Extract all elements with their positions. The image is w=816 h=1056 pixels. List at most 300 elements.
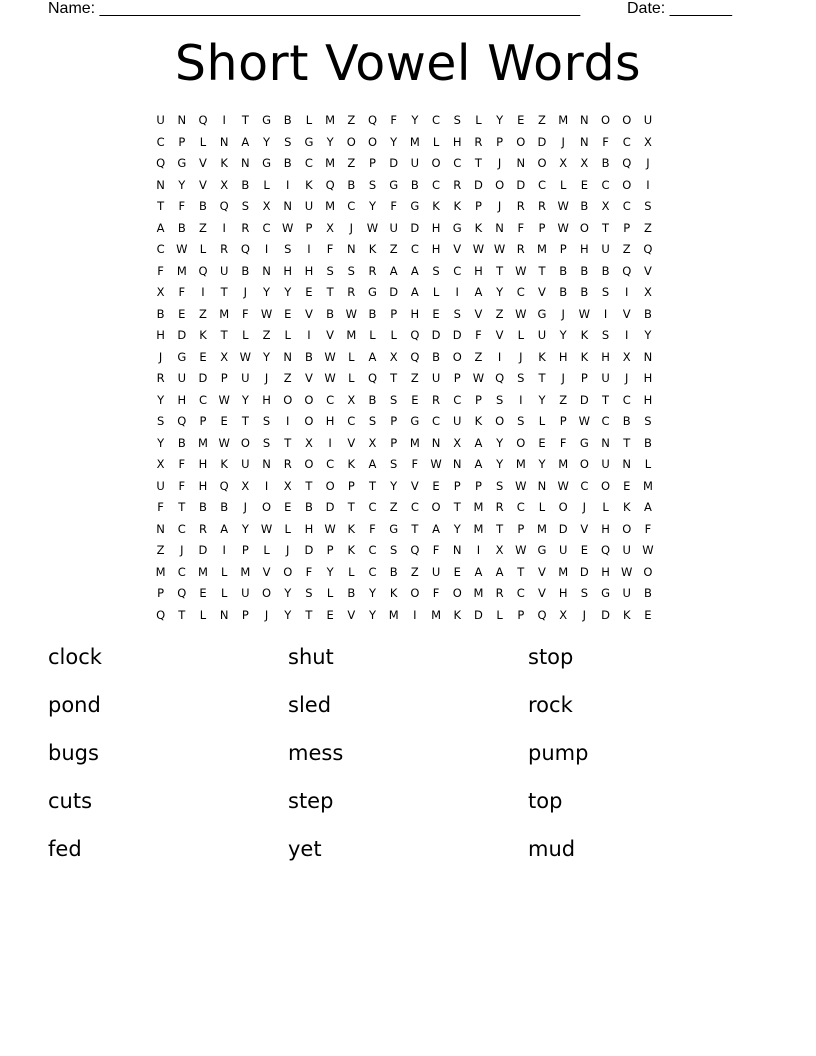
grid-letter: L: [220, 586, 228, 600]
grid-letter: X: [220, 177, 229, 192]
grid-letter: T: [390, 371, 398, 385]
grid-letter: B: [601, 156, 610, 170]
word-bank-item: mess: [288, 741, 344, 765]
grid-letter: R: [156, 371, 165, 385]
grid-letter: S: [432, 263, 440, 278]
grid-letter: O: [579, 457, 589, 471]
grid-letter: L: [475, 113, 482, 127]
word-bank-item: clock: [48, 645, 102, 669]
grid-letter: Q: [410, 543, 420, 557]
grid-letter: H: [558, 349, 568, 364]
grid-letter: I: [476, 543, 481, 557]
grid-letter: W: [260, 521, 273, 536]
grid-letter: P: [453, 478, 461, 493]
grid-letter: J: [349, 220, 353, 235]
grid-letter: S: [601, 328, 610, 342]
grid-letter: N: [262, 263, 271, 278]
grid-letter: Q: [240, 242, 250, 256]
grid-letter: B: [643, 435, 652, 450]
grid-letter: C: [368, 564, 377, 579]
grid-letter: Y: [284, 285, 292, 299]
grid-letter: L: [369, 328, 376, 342]
grid-letter: G: [410, 199, 420, 213]
grid-letter: F: [305, 564, 313, 579]
grid-letter: I: [519, 392, 523, 407]
grid-letter: B: [347, 586, 356, 600]
grid-letter: B: [177, 220, 186, 235]
grid-letter: M: [388, 607, 399, 622]
grid-letter: J: [561, 371, 565, 385]
grid-letter: Q: [367, 113, 377, 127]
grid-letter: A: [156, 220, 165, 235]
grid-letter: M: [325, 113, 336, 127]
grid-letter: C: [580, 478, 589, 493]
grid-letter: V: [538, 285, 546, 299]
grid-letter: T: [326, 285, 334, 299]
grid-letter: F: [559, 435, 567, 450]
grid-letter: S: [390, 543, 398, 557]
grid-letter: T: [453, 500, 461, 514]
grid-letter: O: [304, 392, 314, 407]
grid-letter: O: [431, 156, 441, 170]
grid-letter: K: [432, 199, 440, 213]
grid-letter: U: [643, 113, 653, 127]
grid-letter: P: [220, 371, 228, 385]
grid-letter: L: [644, 457, 652, 471]
grid-letter: T: [538, 263, 546, 278]
grid-letter: Y: [157, 392, 165, 407]
grid-letter: V: [199, 156, 207, 170]
grid-letter: F: [602, 134, 609, 149]
grid-letter: Y: [241, 392, 249, 407]
grid-letter: B: [432, 349, 440, 364]
grid-letter: K: [474, 220, 483, 235]
grid-letter: I: [328, 435, 332, 450]
grid-letter: D: [431, 328, 441, 342]
grid-letter: Y: [326, 134, 334, 149]
grid-letter: B: [368, 306, 377, 321]
grid-letter: V: [410, 478, 419, 493]
grid-letter: B: [559, 285, 568, 299]
grid-letter: O: [579, 220, 589, 235]
grid-letter: J: [582, 500, 587, 514]
grid-letter: L: [220, 564, 228, 579]
grid-letter: V: [347, 435, 356, 450]
grid-letter: B: [283, 156, 292, 170]
grid-letter: Q: [537, 607, 547, 622]
grid-letter: B: [389, 564, 398, 579]
grid-letter: J: [264, 371, 269, 385]
grid-letter: T: [178, 500, 186, 514]
grid-letter: M: [409, 134, 420, 149]
grid-row: [150, 218, 659, 240]
grid-letter: P: [559, 414, 567, 428]
grid-letter: Y: [496, 457, 504, 471]
grid-letter: V: [643, 263, 652, 278]
grid-row: [150, 347, 659, 369]
grid-letter: O: [325, 478, 335, 493]
grid-letter: P: [517, 521, 525, 536]
grid-letter: C: [156, 242, 165, 256]
grid-letter: Z: [283, 371, 292, 385]
grid-letter: V: [474, 306, 483, 321]
grid-letter: Z: [410, 564, 419, 579]
grid-letter: B: [580, 199, 589, 213]
grid-letter: H: [580, 242, 589, 256]
grid-letter: T: [305, 607, 313, 622]
grid-letter: C: [347, 414, 356, 428]
grid-letter: R: [474, 134, 483, 149]
grid-letter: Z: [262, 328, 271, 342]
grid-letter: G: [537, 306, 547, 321]
grid-letter: M: [537, 521, 547, 536]
grid-letter: W: [578, 306, 591, 321]
grid-letter: V: [347, 607, 356, 622]
grid-letter: W: [430, 457, 442, 471]
word-bank-item: shut: [288, 645, 334, 669]
grid-letter: T: [220, 285, 228, 299]
grid-letter: A: [474, 285, 483, 299]
grid-letter: Q: [198, 263, 208, 278]
grid-letter: F: [432, 543, 440, 557]
grid-letter: X: [347, 392, 356, 407]
grid-letter: T: [602, 392, 610, 407]
grid-letter: E: [432, 306, 440, 321]
grid-letter: O: [516, 134, 526, 149]
word-bank-item: cuts: [48, 789, 93, 813]
word-bank-item: step: [288, 789, 334, 813]
grid-letter: J: [646, 156, 650, 170]
grid-letter: I: [201, 285, 205, 299]
grid-letter: I: [222, 543, 226, 557]
grid-letter: C: [368, 543, 377, 557]
grid-letter: T: [347, 500, 355, 514]
grid-letter: J: [561, 134, 565, 149]
grid-letter: E: [538, 435, 546, 450]
grid-letter: Y: [496, 113, 504, 127]
grid-letter: L: [199, 242, 207, 256]
grid-letter: P: [241, 543, 249, 557]
grid-letter: X: [283, 478, 292, 493]
grid-letter: K: [538, 349, 546, 364]
grid-letter: Y: [644, 328, 652, 342]
grid-letter: B: [304, 349, 313, 364]
grid-letter: Z: [347, 156, 356, 170]
grid-letter: S: [241, 199, 249, 213]
grid-letter: W: [557, 199, 569, 213]
grid-letter: D: [558, 521, 568, 536]
grid-letter: L: [242, 328, 249, 342]
grid-row: [150, 605, 659, 627]
grid-letter: H: [643, 392, 653, 407]
grid-letter: C: [432, 113, 441, 127]
grid-letter: L: [348, 371, 355, 385]
grid-letter: Q: [367, 371, 377, 385]
grid-letter: H: [177, 392, 187, 407]
grid-letter: A: [389, 263, 398, 278]
grid-letter: U: [304, 199, 314, 213]
grid-letter: G: [262, 113, 271, 127]
grid-letter: C: [622, 392, 631, 407]
grid-letter: J: [158, 349, 163, 364]
grid-letter: T: [517, 564, 525, 579]
grid-letter: K: [347, 543, 356, 557]
grid-letter: X: [495, 543, 504, 557]
grid-letter: I: [264, 242, 269, 256]
grid-letter: O: [431, 500, 441, 514]
grid-letter: I: [286, 414, 290, 428]
grid-letter: D: [473, 177, 483, 192]
grid-letter: I: [222, 220, 226, 235]
grid-letter: H: [304, 263, 314, 278]
grid-row: [150, 390, 659, 412]
grid-letter: Z: [410, 371, 419, 385]
grid-letter: C: [304, 156, 313, 170]
grid-letter: U: [453, 414, 462, 428]
grid-letter: L: [263, 177, 270, 192]
grid-letter: P: [538, 220, 546, 235]
grid-letter: S: [347, 263, 355, 278]
grid-letter: E: [453, 564, 461, 579]
grid-letter: U: [431, 371, 441, 385]
grid-row: [150, 282, 659, 304]
grid-letter: Y: [284, 607, 292, 622]
grid-letter: D: [452, 328, 462, 342]
grid-letter: G: [389, 177, 399, 192]
grid-letter: Q: [156, 607, 166, 622]
grid-letter: S: [284, 242, 292, 256]
grid-letter: O: [262, 586, 272, 600]
grid-letter: X: [156, 457, 165, 471]
grid-letter: E: [199, 586, 207, 600]
grid-letter: Q: [622, 156, 632, 170]
grid-letter: K: [580, 328, 589, 342]
grid-letter: E: [326, 607, 334, 622]
grid-letter: X: [559, 607, 568, 622]
grid-letter: A: [643, 500, 652, 514]
grid-letter: X: [304, 435, 313, 450]
grid-letter: G: [368, 285, 377, 299]
grid-letter: V: [199, 177, 207, 192]
name-field-label: Name: ______________________________________________________: [48, 0, 581, 17]
grid-letter: Y: [453, 521, 461, 536]
grid-letter: M: [409, 435, 420, 450]
grid-letter: F: [390, 199, 397, 213]
grid-letter: H: [452, 134, 462, 149]
grid-letter: K: [474, 414, 483, 428]
grid-letter: F: [157, 263, 164, 278]
grid-letter: Y: [263, 349, 271, 364]
grid-letter: P: [305, 220, 313, 235]
grid-letter: C: [516, 285, 525, 299]
grid-letter: L: [390, 328, 397, 342]
grid-letter: Q: [643, 242, 653, 256]
grid-letter: Y: [538, 392, 546, 407]
grid-letter: I: [222, 113, 226, 127]
grid-letter: P: [474, 199, 482, 213]
grid-letter: P: [326, 543, 334, 557]
grid-letter: P: [517, 607, 525, 622]
grid-letter: I: [286, 177, 290, 192]
grid-letter: C: [410, 500, 419, 514]
grid-letter: D: [389, 285, 399, 299]
grid-letter: Y: [178, 177, 186, 192]
grid-letter: I: [646, 177, 650, 192]
word-bank-item: mud: [528, 837, 576, 861]
grid-letter: N: [580, 134, 589, 149]
grid-letter: P: [474, 478, 482, 493]
grid-letter: W: [578, 414, 591, 428]
grid-letter: D: [389, 156, 399, 170]
grid-letter: B: [177, 435, 186, 450]
grid-letter: I: [625, 328, 629, 342]
grid-row: [150, 239, 659, 261]
grid-letter: H: [156, 328, 165, 342]
grid-letter: X: [601, 199, 610, 213]
grid-letter: G: [601, 586, 610, 600]
grid-letter: C: [601, 177, 610, 192]
grid-letter: Q: [410, 328, 420, 342]
grid-letter: T: [538, 371, 546, 385]
grid-letter: V: [580, 521, 589, 536]
grid-letter: S: [495, 478, 504, 493]
grid-letter: O: [601, 113, 611, 127]
grid-letter: W: [324, 371, 336, 385]
grid-letter: W: [260, 306, 273, 321]
grid-letter: R: [516, 199, 525, 213]
grid-letter: U: [241, 586, 250, 600]
grid-letter: N: [580, 113, 589, 127]
grid-letter: O: [283, 564, 293, 579]
grid-letter: I: [603, 306, 608, 321]
grid-letter: X: [389, 349, 398, 364]
grid-row: [150, 325, 659, 347]
grid-letter: T: [220, 328, 228, 342]
grid-letter: C: [368, 500, 377, 514]
grid-letter: W: [218, 392, 230, 407]
grid-letter: Q: [410, 349, 420, 364]
grid-letter: V: [495, 328, 504, 342]
grid-letter: I: [625, 285, 629, 299]
grid-letter: H: [431, 242, 441, 256]
grid-letter: M: [558, 113, 569, 127]
grid-letter: Z: [199, 220, 207, 235]
grid-row: [150, 132, 659, 154]
grid-letter: S: [262, 414, 271, 428]
grid-letter: K: [622, 607, 631, 622]
grid-letter: R: [368, 263, 377, 278]
grid-letter: C: [177, 521, 186, 536]
grid-letter: O: [495, 414, 505, 428]
grid-letter: B: [283, 113, 292, 127]
grid-letter: A: [368, 349, 377, 364]
grid-letter: Q: [495, 371, 505, 385]
grid-letter: C: [156, 134, 165, 149]
grid-letter: O: [367, 134, 377, 149]
grid-letter: E: [623, 478, 631, 493]
grid-letter: B: [241, 177, 250, 192]
grid-letter: M: [473, 521, 484, 536]
grid-letter: C: [622, 134, 631, 149]
grid-letter: U: [241, 371, 250, 385]
grid-letter: N: [156, 521, 165, 536]
grid-letter: C: [432, 177, 441, 192]
grid-letter: C: [432, 414, 441, 428]
grid-letter: C: [347, 199, 356, 213]
grid-letter: M: [642, 478, 653, 493]
grid-letter: U: [622, 586, 631, 600]
grid-letter: B: [199, 500, 207, 514]
grid-letter: P: [199, 414, 207, 428]
grid-letter: W: [515, 543, 527, 557]
grid-letter: F: [369, 521, 376, 536]
grid-letter: U: [410, 156, 420, 170]
grid-letter: N: [431, 435, 441, 450]
grid-letter: S: [305, 586, 313, 600]
grid-letter: I: [455, 285, 459, 299]
grid-letter: T: [157, 199, 165, 213]
grid-letter: A: [495, 564, 504, 579]
grid-letter: H: [198, 478, 208, 493]
grid-letter: D: [473, 607, 483, 622]
grid-letter: W: [324, 349, 336, 364]
grid-letter: Y: [263, 285, 271, 299]
grid-letter: U: [622, 543, 631, 557]
grid-letter: U: [558, 543, 568, 557]
grid-letter: V: [538, 564, 546, 579]
grid-letter: T: [241, 113, 249, 127]
grid-letter: R: [453, 177, 462, 192]
grid-letter: W: [239, 349, 252, 364]
grid-letter: M: [431, 607, 441, 622]
grid-letter: Z: [389, 500, 398, 514]
grid-letter: X: [326, 220, 335, 235]
grid-letter: L: [199, 134, 207, 149]
grid-letter: P: [157, 586, 165, 600]
grid-letter: F: [178, 285, 186, 299]
grid-letter: B: [326, 306, 335, 321]
grid-letter: L: [199, 607, 207, 622]
grid-letter: W: [557, 220, 569, 235]
grid-letter: K: [199, 328, 207, 342]
grid-letter: S: [644, 199, 652, 213]
grid-row: [150, 454, 659, 476]
grid-letter: D: [516, 177, 526, 192]
grid-letter: G: [452, 220, 462, 235]
grid-letter: H: [643, 371, 653, 385]
grid-letter: M: [219, 306, 230, 321]
grid-letter: O: [622, 113, 632, 127]
grid-letter: Y: [263, 134, 271, 149]
grid-letter: U: [156, 113, 165, 127]
grid-letter: V: [262, 564, 271, 579]
grid-letter: E: [644, 607, 652, 622]
grid-letter: K: [580, 349, 589, 364]
grid-letter: L: [326, 586, 334, 600]
grid-letter: I: [307, 328, 311, 342]
grid-letter: R: [495, 586, 504, 600]
grid-letter: E: [178, 306, 186, 321]
grid-letter: H: [198, 457, 208, 471]
grid-letter: A: [368, 457, 377, 471]
grid-letter: N: [156, 177, 165, 192]
grid-letter: F: [157, 500, 164, 514]
grid-letter: P: [390, 414, 398, 428]
grid-letter: H: [601, 564, 610, 579]
grid-letter: X: [643, 285, 652, 299]
grid-letter: T: [602, 220, 610, 235]
grid-letter: Y: [368, 199, 376, 213]
